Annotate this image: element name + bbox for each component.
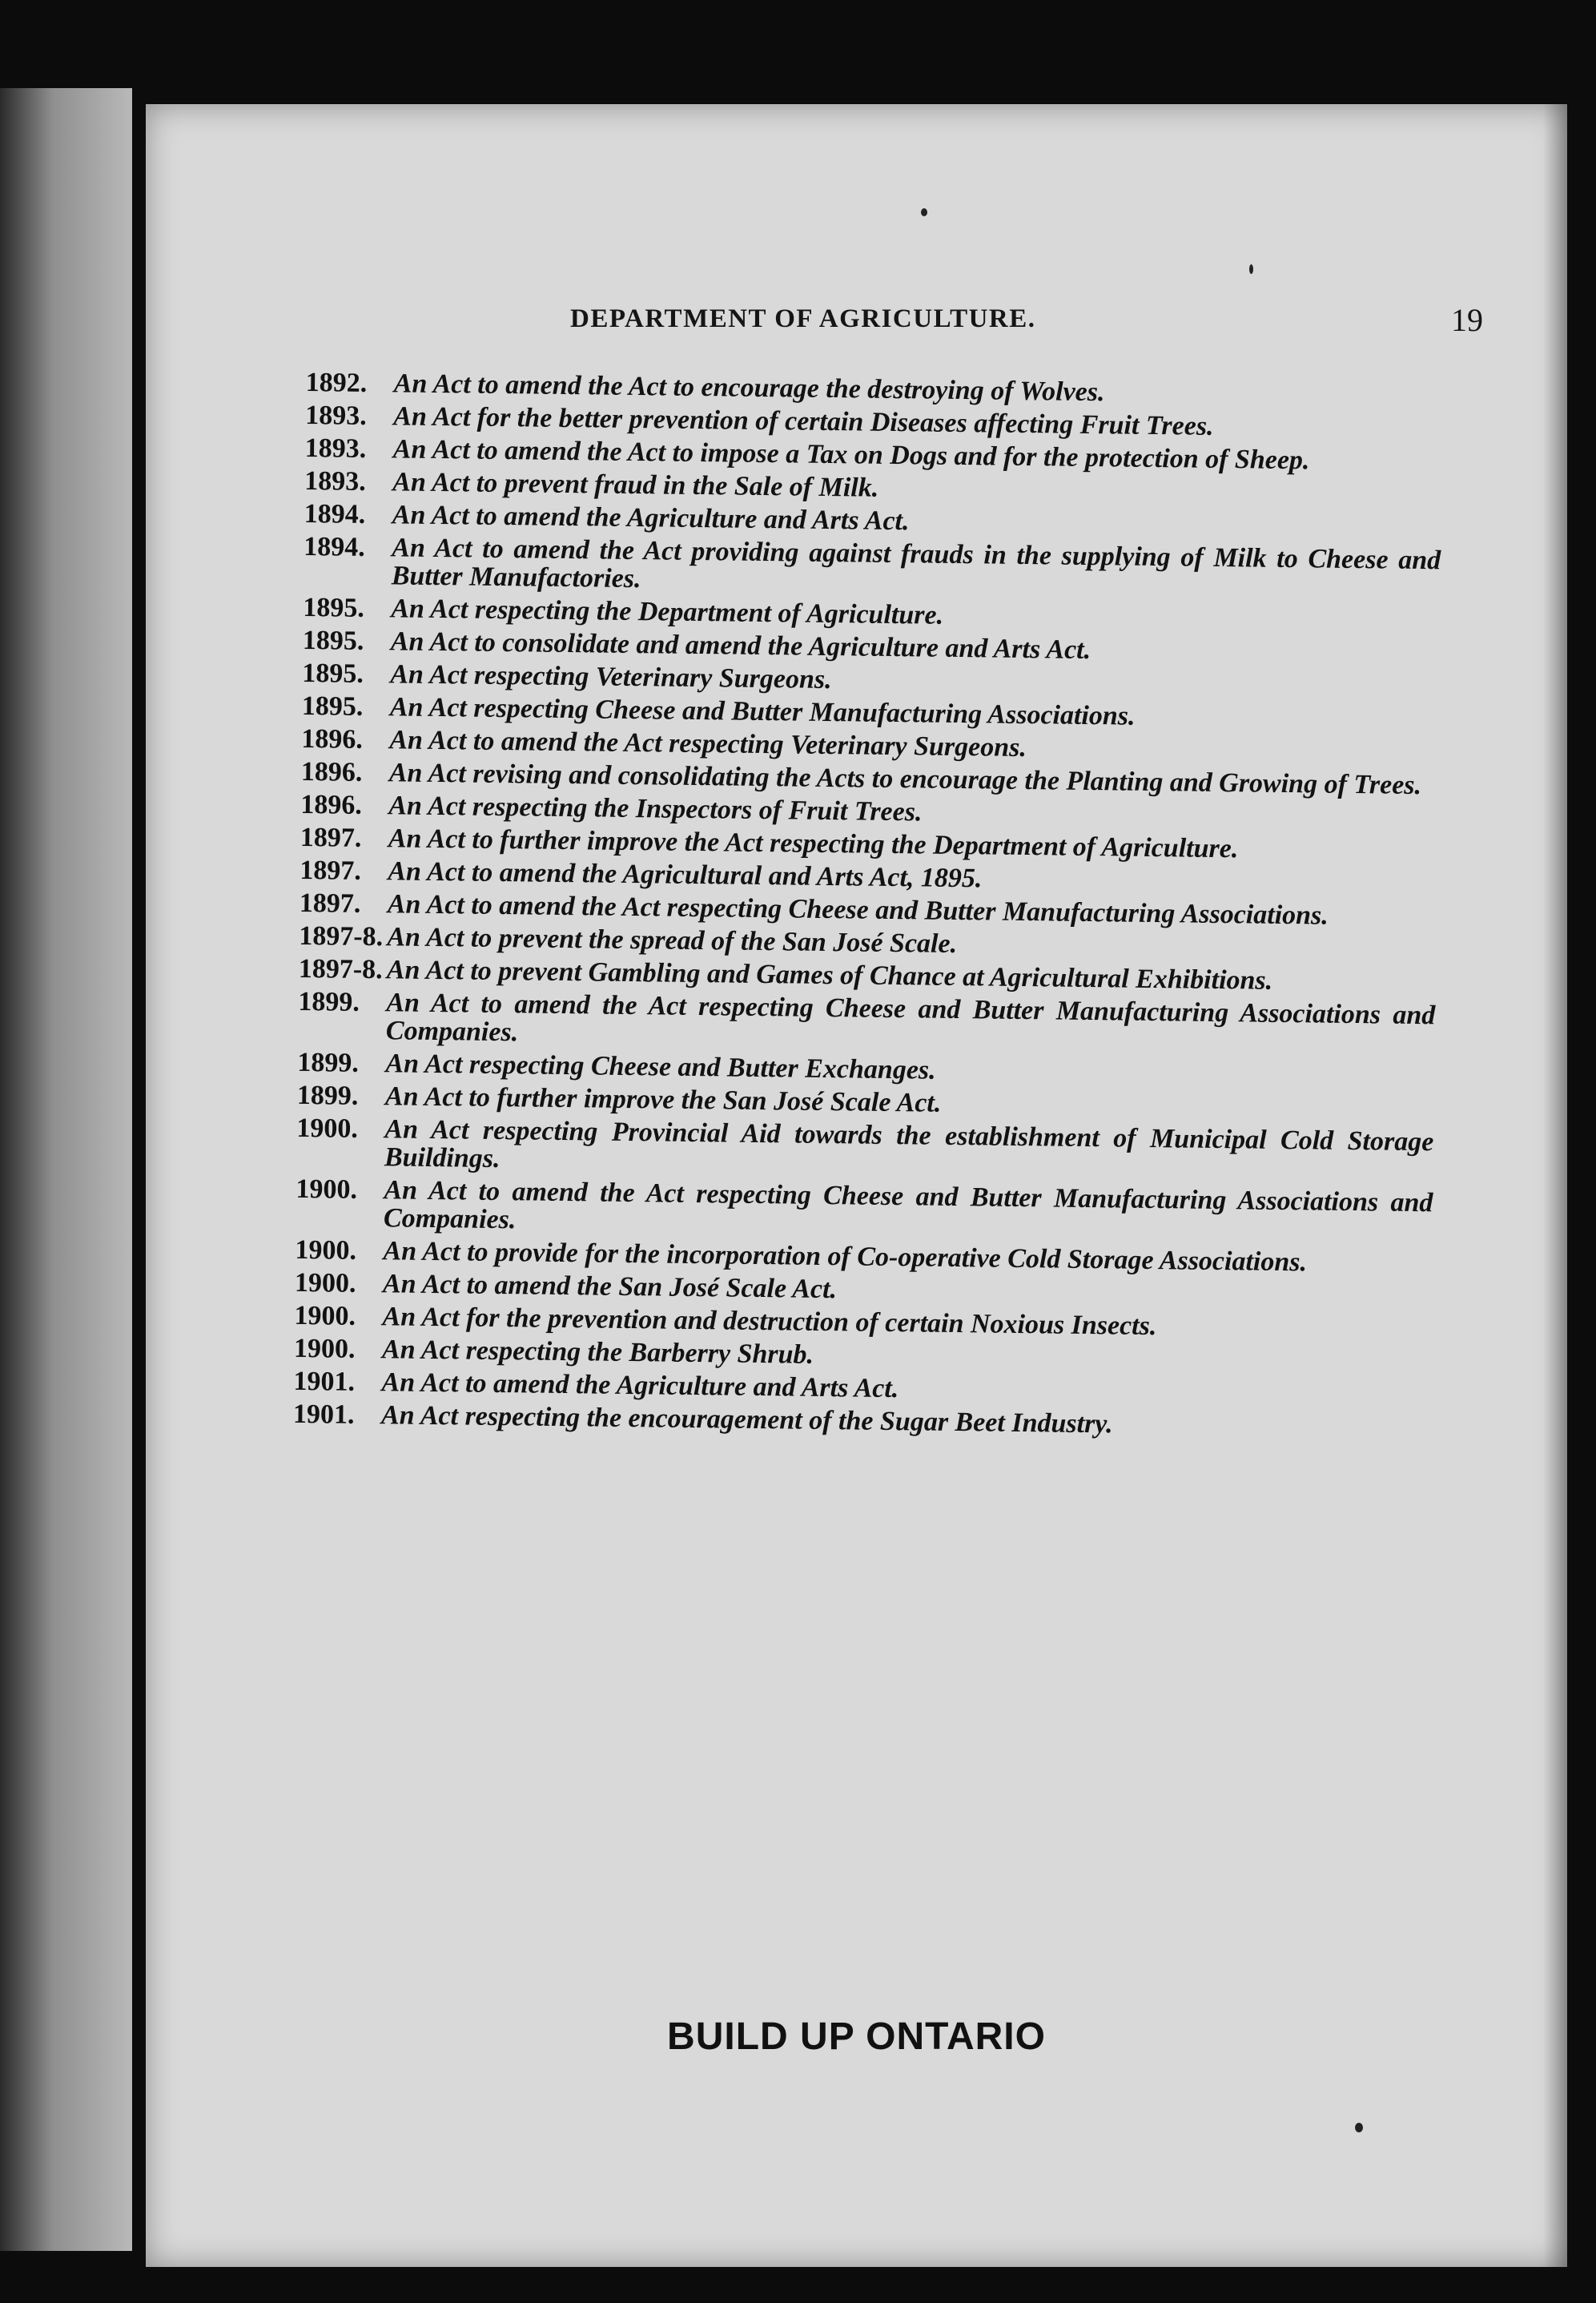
act-year: 1900. (296, 1113, 359, 1144)
act-title: An Act for the better prevention of certain Diseases affecting Fruit Trees. (393, 401, 1214, 441)
ink-speck (1355, 2123, 1363, 2132)
act-year: 1900. (294, 1267, 356, 1298)
act-year: 1900. (295, 1174, 358, 1205)
act-year: 1897. (300, 822, 362, 853)
document-page (146, 104, 1567, 2267)
act-title: An Act to amend the Act respecting Veterinary Surgeons. (389, 725, 1027, 763)
act-entry (296, 1114, 1434, 1184)
act-title: An Act respecting Provincial Aid towards the establishment of Municipal Cold Storage Buildings. (384, 1114, 1434, 1174)
act-year: 1892. (305, 368, 368, 398)
act-entry (304, 533, 1441, 602)
act-year: 1897-8. (299, 920, 384, 952)
act-year: 1897. (299, 888, 361, 919)
act-year: 1900. (293, 1333, 356, 1364)
act-title: An Act to amend the Act respecting Cheese and Butter Manufacturing Associations. (387, 889, 1329, 931)
act-year: 1899. (296, 1080, 359, 1111)
act-title: An Act respecting the encouragement of the Sugar Beet Industry. (380, 1400, 1113, 1439)
act-year: 1897. (300, 855, 362, 886)
act-title: An Act respecting the Barberry Shrub. (381, 1335, 814, 1370)
act-title: An Act for the prevention and destruction of certain Noxious Insects. (382, 1302, 1157, 1342)
act-title: An Act to amend the Agricultural and Arts Act, 1895. (388, 856, 983, 894)
acts-list (293, 368, 1443, 1447)
act-year: 1895. (302, 625, 364, 656)
act-year: 1895. (302, 658, 364, 689)
act-year: 1896. (300, 789, 363, 820)
act-title: An Act respecting Veterinary Surgeons. (390, 659, 832, 695)
act-year: 1897-8. (298, 953, 383, 985)
act-title: An Act to amend the Act respecting Cheese and Butter Manufacturing Associations and Companies. (385, 988, 1436, 1048)
act-title: An Act respecting the Department of Agriculture. (391, 594, 944, 630)
act-entry (298, 988, 1436, 1057)
act-title: An Act to amend the Act to impose a Tax on Dogs and for the protection of Sheep. (392, 434, 1310, 476)
act-title: An Act revising and consolidating the Acts to encourage the Planting and Growing of Trees. (388, 758, 1422, 801)
running-header (570, 304, 1483, 352)
act-year: 1893. (305, 400, 368, 431)
act-title: An Act to amend the Agriculture and Arts Act. (392, 500, 910, 537)
act-year: 1899. (297, 1047, 360, 1078)
act-title: An Act to amend the Act respecting Cheese and Butter Manufacturing Associations and Companies. (383, 1175, 1433, 1235)
act-title: An Act to further improve the Act respecting the Department of Agriculture. (388, 823, 1239, 864)
header-title: DEPARTMENT OF AGRICULTURE. (570, 304, 1036, 333)
page-number: 19 (1451, 302, 1483, 338)
act-title: An Act respecting the Inspectors of Fruit Trees. (388, 791, 923, 827)
act-year: 1901. (293, 1366, 356, 1397)
act-title: An Act to amend the Act providing against frauds in the supplying of Milk to Cheese and Butter Manufactories. (391, 533, 1441, 594)
page-shadow (1543, 104, 1567, 2267)
act-title: An Act to provide for the incorporation of Co-operative Cold Storage Associations. (383, 1236, 1308, 1278)
act-year: 1895. (301, 690, 364, 722)
act-year: 1900. (294, 1300, 356, 1331)
act-title: An Act to prevent fraud in the Sale of Milk. (392, 467, 879, 503)
act-title: An Act to prevent the spread of the San José Scale. (387, 922, 958, 959)
act-title: An Act to amend the Act to encourage the destroying of Wolves. (393, 368, 1105, 408)
act-year: 1894. (304, 498, 366, 529)
act-title: An Act to prevent Gambling and Games of Chance at Agricultural Exhibitions. (386, 955, 1273, 996)
act-title: An Act to amend the San José Scale Act. (382, 1269, 838, 1305)
ink-speck (921, 208, 927, 216)
act-entry (295, 1175, 1433, 1245)
act-year: 1894. (304, 531, 366, 562)
act-year: 1896. (301, 723, 364, 755)
act-year: 1899. (298, 986, 360, 1017)
ink-speck (1249, 264, 1253, 274)
act-year: 1901. (292, 1399, 355, 1430)
act-year: 1893. (304, 465, 367, 497)
act-year: 1900. (295, 1234, 357, 1266)
act-title: An Act to amend the Agriculture and Arts Act. (381, 1367, 899, 1404)
act-title: An Act respecting Cheese and Butter Manufacturing Associations. (389, 692, 1136, 731)
act-title: An Act to further improve the San José Scale Act. (384, 1081, 942, 1118)
act-year: 1895. (303, 592, 365, 623)
act-year: 1896. (300, 756, 363, 787)
slogan: BUILD UP ONTARIO (667, 2015, 1046, 2058)
act-year: 1893. (304, 433, 367, 464)
act-title: An Act to consolidate and amend the Agriculture and Arts Act. (390, 626, 1091, 665)
act-title: An Act respecting Cheese and Butter Exchanges. (385, 1049, 936, 1085)
facing-page-edge (0, 88, 132, 2251)
